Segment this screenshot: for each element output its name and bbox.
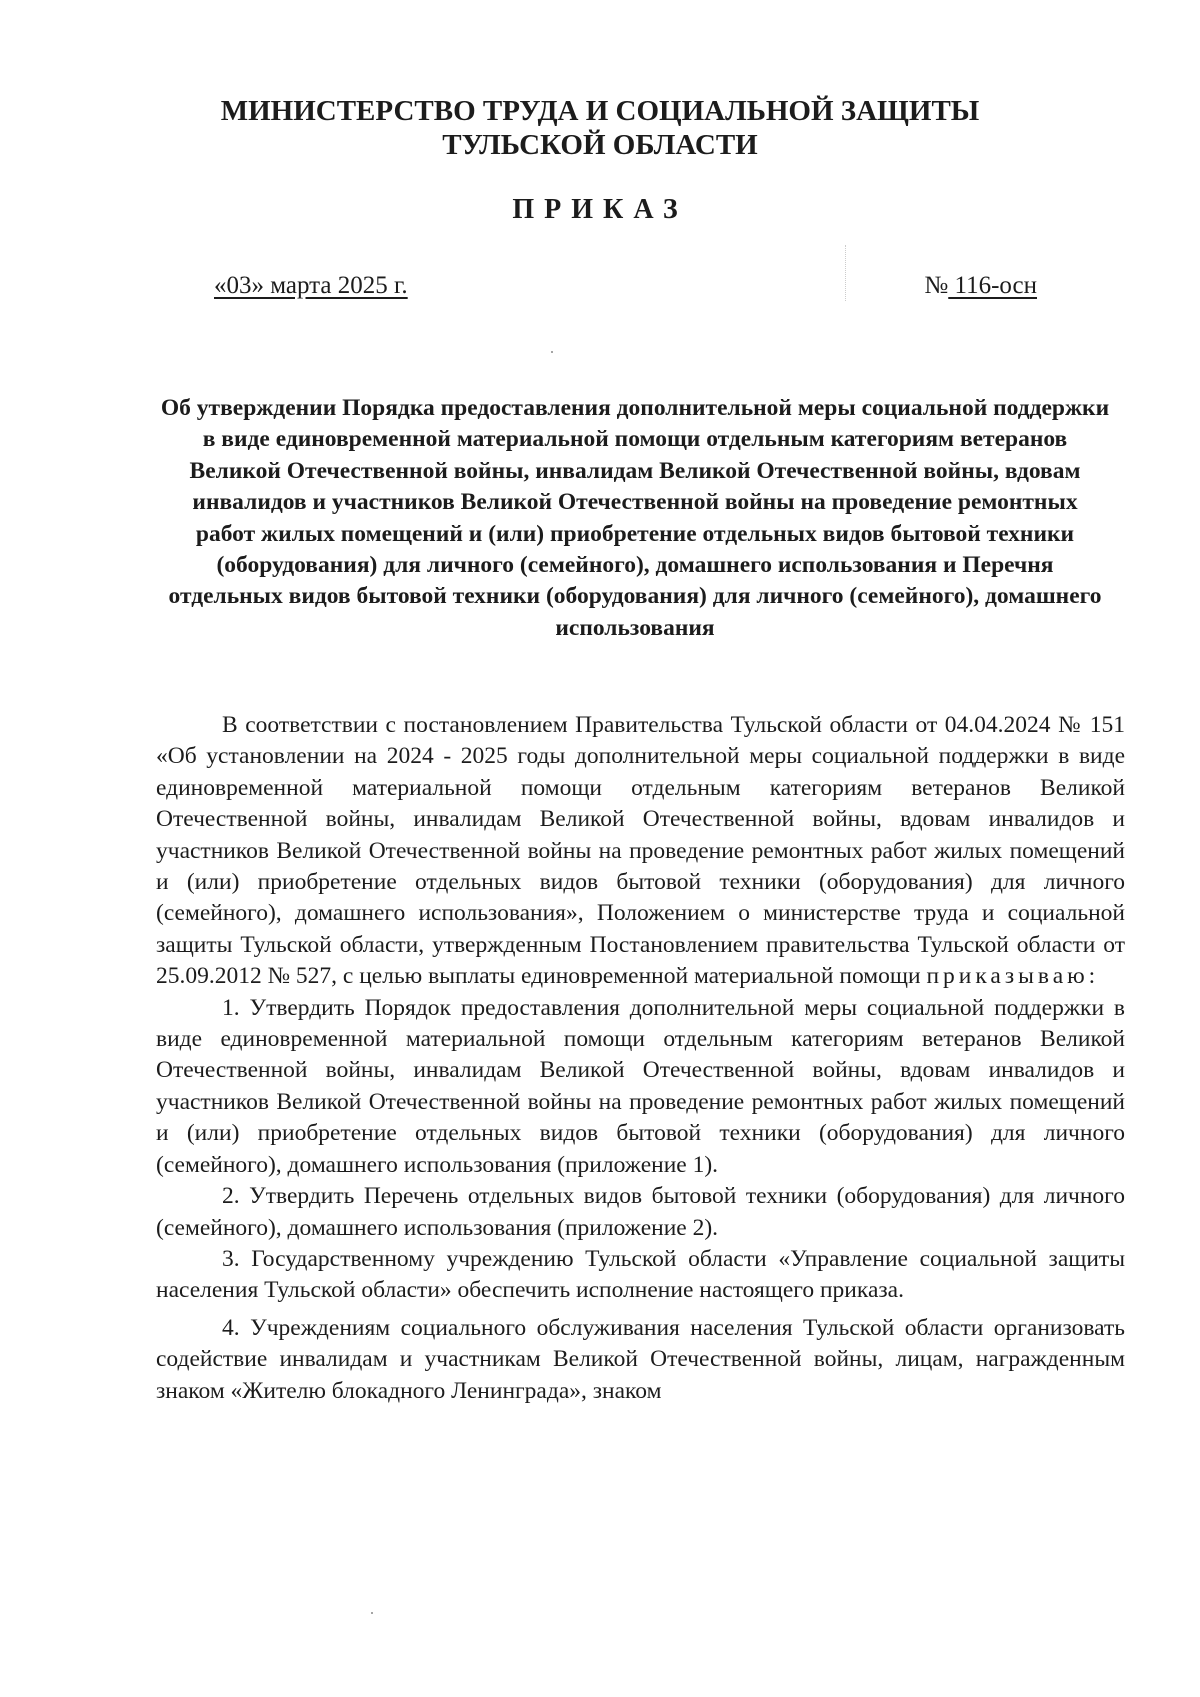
order-item-2: 2. Утвердить Перечень отдельных видов бытовой техники (оборудования) для личного (семейного), домашнего использования (приложение 2). (156, 1183, 1125, 1241)
order-number (924, 272, 1037, 300)
document-type: ПРИКАЗ (512, 194, 688, 225)
ministry-line-1: МИНИСТЕРСТВО ТРУДА И СОЦИАЛЬНОЙ ЗАЩИТЫ (220, 95, 980, 127)
order-date: «03» марта 2025 г. (214, 272, 408, 299)
preamble-text: В соответствии с постановлением Правительства Тульской области от 04.04.2024 № 151 «Об установлении на 2024 - 2025 годы дополнительной меры социальной поддержки в виде единовременной материальной помощи отдельным категориям ветеранов Великой Отечественной войны, инвалидам Великой Отечественной войны, вдовам инвалидов и участников Великой Отечественной войны на проведение ремонтных работ жилых помещений и (или) приобретение отдельных видов бытовой техники (оборудования) для личного (семейного), домашнего использования», Положением о министерстве труда и социальной защиты Тульской области, утвержденным Постановлением правительства Тульской области от 25.09.2012 № 527, с целью выплаты единовременной материальной помощи (156, 712, 1125, 990)
number-sign: № (924, 272, 949, 299)
ministry-line-2: ТУЛЬСКОЙ ОБЛАСТИ (442, 129, 758, 161)
scan-speck (551, 351, 553, 353)
scan-speck (371, 1612, 373, 1614)
scan-fold-mark (845, 245, 847, 301)
preamble-paragraph (156, 710, 1125, 993)
ministry-name (0, 94, 1200, 162)
order-word: приказываю: (926, 963, 1100, 990)
number-value: 116-осн (954, 272, 1037, 299)
order-title: Об утверждении Порядка предоставления дополнительной меры социальной поддержки в виде единовременной материальной помощи отдельным категориям ветеранов Великой Отечественной войны, инвалидам Великой Отечественной войны, вдовам инвалидов и участников Великой Отечественной войны на проведение ремонтных работ жилых помещений и (или) приобретение отдельных видов бытовой техники (оборудования) для личного (семейного), домашнего использования и Перечня отдельных видов бытовой техники (оборудования) для личного (семейного), домашнего использования (160, 395, 1110, 641)
order-item-1: 1. Утвердить Порядок предоставления дополнительной меры социальной поддержки в виде единовременной материальной помощи отдельным категориям ветеранов Великой Отечественной войны, инвалидам Великой Отечественной войны, вдовам инвалидов и участников Великой Отечественной войны на проведение ремонтных работ жилых помещений и (или) приобретение отдельных видов бытовой техники (оборудования) для личного (семейного), домашнего использования (приложение 1). (156, 994, 1125, 1178)
order-body (156, 710, 1125, 1407)
order-item-3: 3. Государственному учреждению Тульской области «Управление социальной защиты населения Тульской области» обеспечить исполнение настоящего приказа. (156, 1245, 1125, 1304)
order-item-4: 4. Учреждениям социального обслуживания населения Тульской области организовать содействие инвалидам и участникам Великой Отечественной войны, лицам, награжденным знаком «Жителю блокадного Ленинграда», знаком (156, 1314, 1125, 1404)
